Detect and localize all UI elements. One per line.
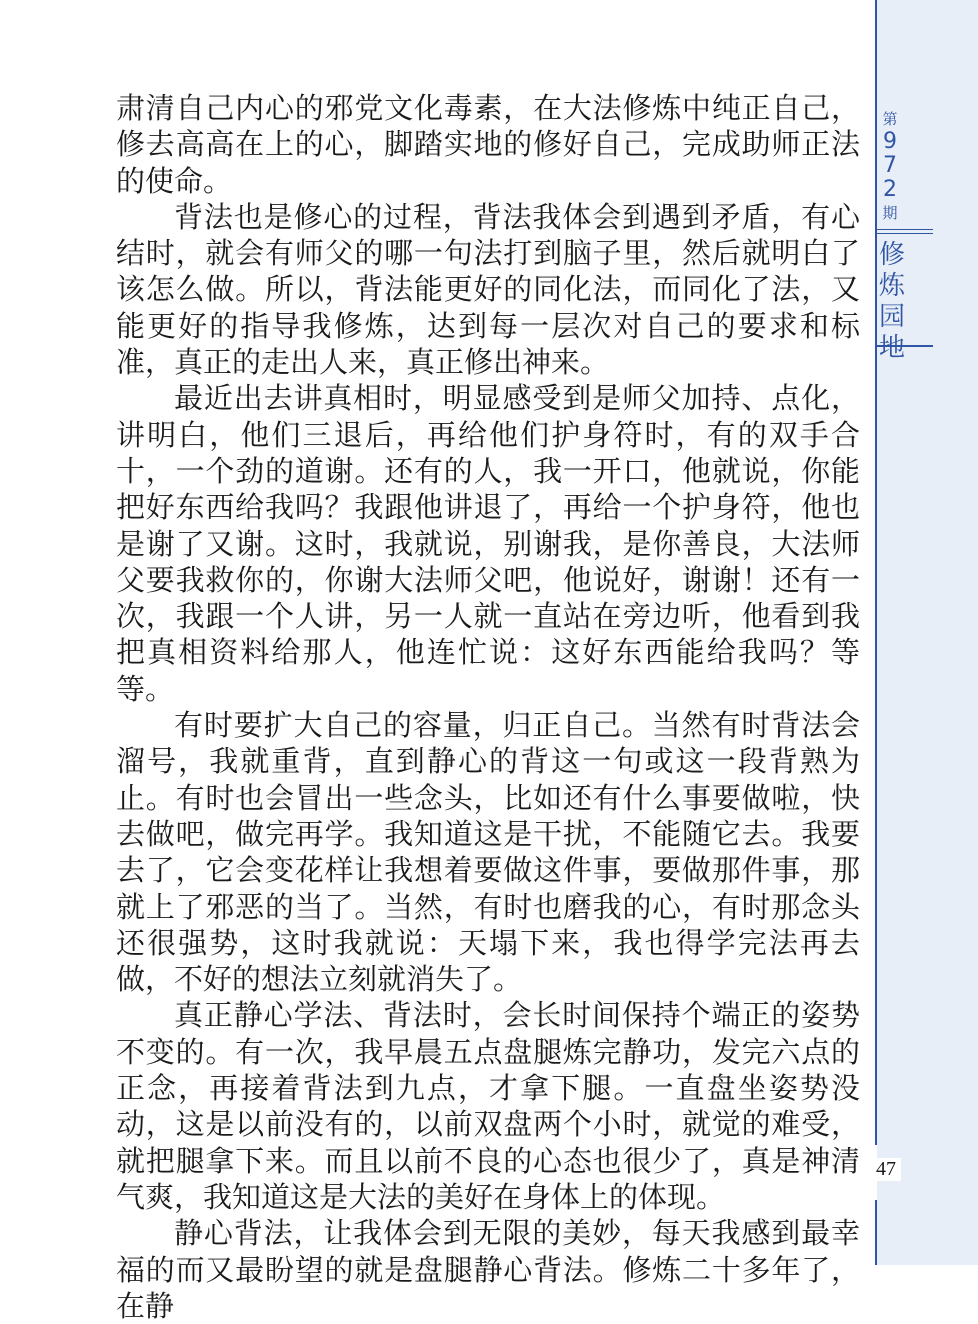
column-title-char: 修 [878,240,905,270]
issue-number [877,108,903,224]
sidebar-divider-line-bottom [875,1200,877,1265]
column-title-char: 炼 [878,271,905,301]
paragraph-continued: 肃清自己内心的邪党文化毒素，在大法修炼中纯正自己，修去高高在上的心，脚踏实地的修好自己，完成助师正法的使命。 [116,91,860,198]
paragraph: 背法也是修心的过程，背法我体会到遇到矛盾，有心结时，就会有师父的哪一句法打到脑子里，然后就明白了该怎么做。所以，背法能更好的同化法，而同化了法，又能更好的指导我修炼，达到每一层次对自己的要求和标准，真正的走出人来，真正修出神来。 [116,199,860,380]
paragraph: 静心背法，让我体会到无限的美妙，每天我感到最幸福的而又最盼望的就是盘腿静心背法。修炼二十多年了，在静 [116,1216,860,1323]
column-title-separator [877,345,933,347]
paragraph: 有时要扩大自己的容量，归正自己。当然有时背法会溜号，我就重背，直到静心的背这一句或这一段背熟为止。有时也会冒出一些念头，比如还有什么事要做啦，快去做吧，做完再学。我知道这是干扰，不能随它去。我要去了，它会变花样让我想着要做这件事，要做那件事，那就上了邪恶的当了。当然，有时也磨我的心，有时那念头还很强势，这时我就说：天塌下来，我也得学完法再去做，不好的想法立刻就消失了。 [116,708,860,997]
column-title-char: 地 [878,333,905,363]
issue-digit: 7 [883,153,897,178]
article-body [116,90,860,1324]
issue-digit: 9 [883,129,897,154]
paragraph: 最近出去讲真相时，明显感受到是师父加持、点化，讲明白，他们三退后，再给他们护身符时，有的双手合十，一个劲的道谢。还有的人，我一开口，他就说，你能把好东西给我吗？我跟他讲退了，再给一个护身符，他也是谢了又谢。这时，我就说，别谢我，是你善良，大法师父要我救你的，你谢大法师父吧，他说好，谢谢！还有一次，我跟一个人讲，另一人就一直站在旁边听，他看到我把真相资料给那人，他连忙说：这好东西能给我吗？等等。 [116,381,860,706]
issue-prefix: 第 [882,110,898,128]
issue-suffix: 期 [882,204,898,222]
issue-digit: 2 [883,177,897,202]
page-number: 47 [871,1158,901,1181]
paragraph: 真正静心学法、背法时，会长时间保持个端正的姿势不变的。有一次，我早晨五点盘腿炼完静功，发完六点的正念，再接着背法到九点，才拿下腿。一直盘坐姿势没动，这是以前没有的，以前双盘两个小时，就觉的难受，就把腿拿下来。而且以前不良的心态也很少了，真是神清气爽，我知道这是大法的美好在身体上的体现。 [116,998,860,1214]
issue-separator [877,229,933,234]
column-title-char: 园 [878,302,905,332]
